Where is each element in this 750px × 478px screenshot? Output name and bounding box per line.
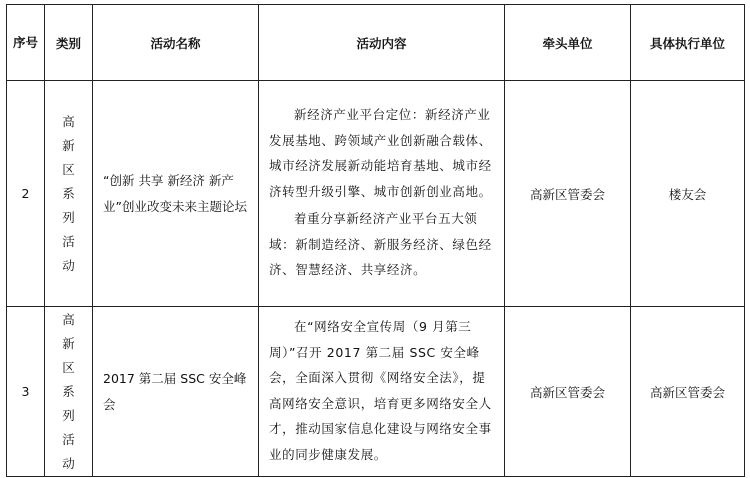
row-activity-name: 2017 第二届 SSC 安全峰会 xyxy=(93,307,259,477)
row-lead-unit: 高新区管委会 xyxy=(505,307,631,477)
content-paragraph: 着重分享新经济产业平台五大领域：新制造经济、新服务经济、绿色经济、智慧经济、共享经济。 xyxy=(269,211,492,278)
header-name: 活动名称 xyxy=(93,5,259,81)
table-row xyxy=(7,307,745,477)
content-paragraph: 在“网络安全宣传周（9 月第三周）”召开 2017 第二届 SSC 安全峰会，全面深入贯彻《网络安全法》，提高网络安全意识，培育更多网络安全人才，推动国家信息化建设与网络安全事业的同步健康发展。 xyxy=(269,319,492,462)
row-exec-unit: 高新区管委会 xyxy=(631,307,745,477)
row-exec-unit: 楼友会 xyxy=(631,81,745,307)
row-category: 高 新 区 系 列 活 动 xyxy=(45,81,93,307)
row-activity-name: “创新 共享 新经济 新产业”创业改变未来主题论坛 xyxy=(93,81,259,307)
row-seq: 2 xyxy=(7,81,45,307)
row-category: 高 新 区 系 列 活 动 xyxy=(45,307,93,477)
header-exec-unit: 具体执行单位 xyxy=(631,5,745,81)
row-seq: 3 xyxy=(7,307,45,477)
activity-table xyxy=(6,4,745,477)
row-activity-content xyxy=(259,81,505,307)
row-lead-unit: 高新区管委会 xyxy=(505,81,631,307)
header-category: 类别 xyxy=(45,5,93,81)
table-row xyxy=(7,81,745,307)
header-content: 活动内容 xyxy=(259,5,505,81)
content-paragraph: 新经济产业平台定位：新经济产业发展基地、跨领域产业创新融合载体、城市经济发展新动能培育基地、城市经济转型升级引擎、城市创新创业高地。 xyxy=(269,107,492,199)
table-header-row xyxy=(7,5,745,81)
row-activity-content xyxy=(259,307,505,477)
header-seq: 序号 xyxy=(7,5,45,81)
header-lead-unit: 牵头单位 xyxy=(505,5,631,81)
